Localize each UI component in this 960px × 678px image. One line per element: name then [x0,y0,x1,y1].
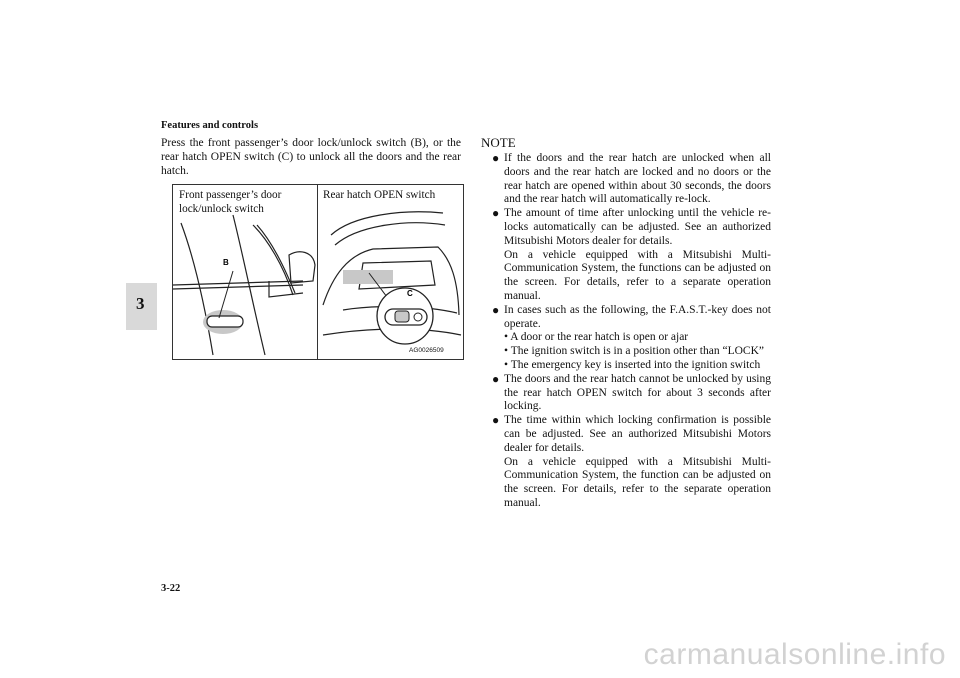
note-subitem: • A door or the rear hatch is open or ajar [504,331,689,344]
bullet-icon: ● [492,206,500,221]
note-title: NOTE [481,135,516,150]
note-text: The doors and the rear hatch cannot be unlocked by using the rear hatch OPEN switch for about 3 seconds after locking. [504,372,771,413]
chapter-number: 3 [136,294,145,313]
note-extra: On a vehicle equipped with a Mitsubishi Multi-Communication System, the functions can be adjusted on the screen. For details, refer to a separate operation manual. [504,248,771,302]
note-item [492,152,771,207]
note-text: The amount of time after unlocking until the vehicle re-locks automatically can be adjusted. See an authorized Mitsubishi Motors dealer for details. [504,207,771,247]
door-handle-icon [203,310,243,334]
illustration-figure [172,184,464,360]
note-list [492,152,771,511]
bullet-icon: ● [492,302,500,317]
caption-door-switch: Front passenger’s door lock/unlock switch [179,189,282,215]
note-item [492,414,771,511]
note-subitem: • The emergency key is inserted into the ignition switch [504,358,761,371]
note-item [492,207,771,304]
watermark: carmanualsonline.info [643,638,946,671]
figure-divider [317,185,318,359]
intro-paragraph: Press the front passenger’s door lock/unlock switch (B), or the rear hatch OPEN switch (C) to unlock all the doors and the rear hatch. [161,137,461,177]
section-header: Features and controls [161,120,259,131]
note-subitem: • The ignition switch is in a position other than “LOCK” [504,345,764,358]
page-number: 3-22 [161,583,181,594]
note-item [492,304,771,373]
label-b: B [223,258,229,267]
caption-hatch-switch: Rear hatch OPEN switch [323,189,436,201]
bullet-icon: ● [492,151,500,165]
bullet-icon: ● [492,413,500,428]
hatch-switch-icon [377,288,433,344]
label-c: C [407,289,413,298]
image-code: AG0026509 [409,347,444,354]
note-text: In cases such as the following, the F.A.S.T.-key does not operate. [504,303,771,330]
note-text: If the doors and the rear hatch are unlocked when all doors and the rear hatch are locked and no doors or the rear hatch are opened within about 30 seconds, the doors and the rear hatch will automatically re-lock. [504,152,771,206]
bullet-icon: ● [492,371,500,386]
note-item [492,373,771,414]
note-extra: On a vehicle equipped with a Mitsubishi Multi-Communication System, the function can be adjusted on the screen. For details, refer to the separate operation manual. [504,455,771,509]
note-text: The time within which locking confirmation is possible can be adjusted. See an authorized Mitsubishi Motors dealer for details. [504,414,771,454]
